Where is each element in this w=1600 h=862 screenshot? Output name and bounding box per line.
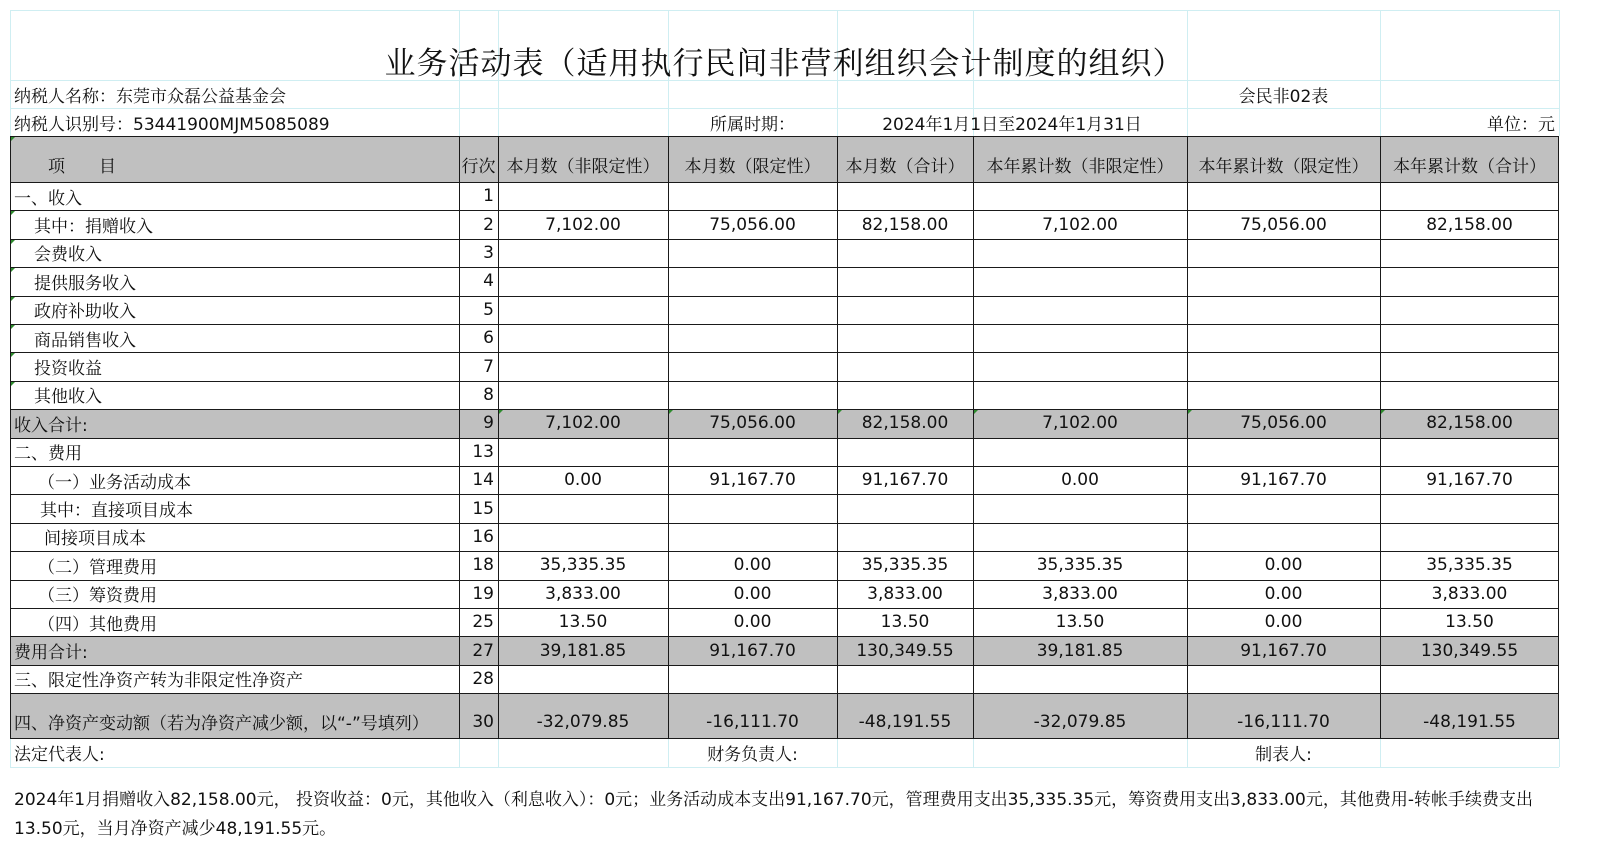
row-value <box>1187 352 1380 380</box>
row-line-number: 19 <box>472 583 494 604</box>
gridline <box>498 738 499 767</box>
table-border <box>10 608 1559 609</box>
row-value: 0.00 <box>733 612 772 633</box>
period-value: 2024年1月1日至2024年1月31日 <box>882 114 1142 135</box>
row-value: 13.50 <box>880 612 930 633</box>
row-value: -16,111.70 <box>1237 711 1330 732</box>
column-header: 项 目 <box>48 156 116 177</box>
row-value <box>1380 523 1559 551</box>
row-item-label: （二）管理费用 <box>38 557 157 578</box>
row-value <box>668 665 837 693</box>
row-value <box>837 182 973 210</box>
preparer-label: 制表人: <box>1255 745 1312 766</box>
row-value: 7,102.00 <box>545 214 621 235</box>
row-value <box>837 239 973 267</box>
row-item-label: 收入合计: <box>14 415 88 436</box>
row-value: 0.00 <box>1264 555 1303 576</box>
row-value: 39,181.85 <box>539 640 627 661</box>
gridline <box>1559 10 1560 136</box>
row-value: -48,191.55 <box>858 711 952 732</box>
row-value: 0.00 <box>564 470 602 491</box>
row-value <box>1380 665 1559 693</box>
row-value <box>668 182 837 210</box>
row-value: 13.50 <box>1055 612 1105 633</box>
row-value: 91,167.70 <box>1426 470 1513 491</box>
gridline <box>10 10 1559 11</box>
row-line-number: 15 <box>472 498 494 519</box>
row-value: 35,335.35 <box>1036 555 1124 576</box>
row-value: 0.00 <box>1264 583 1303 604</box>
row-item-label: 一、收入 <box>14 188 82 209</box>
table-border <box>10 409 1559 410</box>
row-value <box>973 523 1187 551</box>
gridline <box>459 738 460 767</box>
row-value: 130,349.55 <box>856 640 954 661</box>
table-border <box>10 523 1559 524</box>
table-border <box>1187 136 1188 738</box>
finance-head-label: 财务负责人: <box>707 745 798 766</box>
gridline <box>973 738 974 767</box>
row-item-label: 政府补助收入 <box>34 302 136 323</box>
table-border <box>498 136 499 738</box>
row-item-label: 其中：直接项目成本 <box>40 501 193 522</box>
row-value <box>498 494 668 522</box>
report-title: 业务活动表（适用执行民间非营利组织会计制度的组织） <box>384 45 1185 82</box>
column-header: 行次 <box>461 156 496 177</box>
row-line-number: 7 <box>483 356 494 377</box>
row-item-label: （一）业务活动成本 <box>38 472 191 493</box>
row-value <box>498 324 668 352</box>
row-value: 91,167.70 <box>1240 640 1327 661</box>
row-value <box>837 381 973 409</box>
gridline <box>837 738 838 767</box>
table-border <box>10 136 1559 137</box>
row-value <box>1187 267 1380 295</box>
row-value: -32,079.85 <box>536 711 630 732</box>
taxpayer-name: 纳税人名称：东莞市众磊公益基金会 <box>14 86 286 107</box>
gridline <box>1380 738 1381 767</box>
row-value: 0.00 <box>733 583 772 604</box>
table-border <box>10 494 1559 495</box>
table-border <box>10 381 1559 382</box>
row-value: 7,102.00 <box>545 413 621 434</box>
row-value <box>668 523 837 551</box>
row-value <box>1187 296 1380 324</box>
row-value <box>1187 239 1380 267</box>
row-value: 82,158.00 <box>861 413 949 434</box>
row-item-label: 会费收入 <box>34 245 102 266</box>
table-border <box>459 136 460 738</box>
table-border <box>668 136 669 738</box>
row-value <box>1187 324 1380 352</box>
row-value <box>498 352 668 380</box>
row-line-number: 13 <box>472 441 494 462</box>
row-line-number: 28 <box>472 668 494 689</box>
row-value <box>973 494 1187 522</box>
row-value: 91,167.70 <box>861 470 949 491</box>
row-value <box>837 324 973 352</box>
row-value <box>973 267 1187 295</box>
row-value <box>668 438 837 466</box>
row-value: 0.00 <box>1264 612 1303 633</box>
row-line-number: 8 <box>483 384 494 405</box>
row-value <box>837 267 973 295</box>
row-item-label: 投资收益 <box>34 359 102 380</box>
row-value <box>668 239 837 267</box>
table-border <box>10 636 1559 637</box>
row-item-label: 提供服务收入 <box>34 273 136 294</box>
row-value <box>1380 267 1559 295</box>
taxpayer-id: 纳税人识别号：53441900MJM5085089 <box>14 114 330 135</box>
row-item-label: 费用合计: <box>14 643 88 664</box>
table-border <box>837 136 838 738</box>
row-value <box>498 381 668 409</box>
row-value <box>1187 523 1380 551</box>
table-border <box>10 267 1559 268</box>
row-value: 130,349.55 <box>1420 640 1519 661</box>
row-value <box>668 296 837 324</box>
table-border <box>10 136 11 738</box>
row-line-number: 6 <box>483 328 494 349</box>
table-border <box>10 239 1559 240</box>
gridline <box>1559 738 1560 767</box>
table-border <box>10 182 1559 183</box>
row-line-number: 9 <box>483 413 494 434</box>
row-value: 91,167.70 <box>709 640 796 661</box>
row-value: 7,102.00 <box>1042 214 1118 235</box>
table-border <box>10 693 1559 694</box>
row-value <box>498 239 668 267</box>
row-value <box>1187 665 1380 693</box>
legal-representative-label: 法定代表人: <box>14 745 105 766</box>
row-value <box>973 324 1187 352</box>
row-value: 82,158.00 <box>1426 214 1513 235</box>
column-header: 本月数（非限定性） <box>506 156 660 177</box>
row-value <box>1187 381 1380 409</box>
row-value: 82,158.00 <box>861 214 949 235</box>
row-value <box>973 239 1187 267</box>
table-border <box>973 136 974 738</box>
row-value: 7,102.00 <box>1042 413 1118 434</box>
table-border <box>10 210 1559 211</box>
row-value: -32,079.85 <box>1033 711 1127 732</box>
row-value <box>1380 239 1559 267</box>
row-value: 75,056.00 <box>709 214 796 235</box>
row-item-label: 二、费用 <box>14 444 82 465</box>
row-value: 35,335.35 <box>861 555 949 576</box>
row-value <box>973 665 1187 693</box>
summary-note: 2024年1月捐赠收入82,158.00元， 投资收益：0元，其他收入（利息收入）：0元；业务活动成本支出91,167.70元，管理费用支出35,335.35元，筹资费用支出3,833.00元，其他费用-转帐手续费支出13.50元，当月净资产减少48,191.55元。 <box>14 790 1534 839</box>
row-value <box>1380 438 1559 466</box>
form-code: 会民非02表 <box>1238 86 1329 107</box>
row-value <box>498 438 668 466</box>
row-value <box>973 352 1187 380</box>
row-value <box>837 296 973 324</box>
row-line-number: 25 <box>472 612 494 633</box>
row-line-number: 5 <box>483 299 494 320</box>
row-value: 0.00 <box>1061 470 1099 491</box>
row-value <box>1380 296 1559 324</box>
row-value: 3,833.00 <box>1431 583 1508 604</box>
row-value: 75,056.00 <box>709 413 796 434</box>
row-item-label: 三、限定性净资产转为非限定性净资产 <box>14 671 303 692</box>
row-value <box>1380 324 1559 352</box>
unit-label: 单位：元 <box>1487 114 1555 135</box>
row-value: 75,056.00 <box>1240 413 1327 434</box>
table-border <box>1380 136 1381 738</box>
row-value <box>837 438 973 466</box>
row-value <box>668 494 837 522</box>
table-border <box>10 438 1559 439</box>
row-line-number: 3 <box>483 242 494 263</box>
row-line-number: 14 <box>472 470 494 491</box>
row-value: 3,833.00 <box>1042 583 1118 604</box>
row-value <box>668 324 837 352</box>
row-line-number: 2 <box>483 214 494 235</box>
row-value <box>973 296 1187 324</box>
table-border <box>10 324 1559 325</box>
row-item-label: 其他收入 <box>34 387 102 408</box>
row-value <box>498 182 668 210</box>
row-value: 35,335.35 <box>539 555 627 576</box>
row-value <box>1187 182 1380 210</box>
row-line-number: 30 <box>472 711 494 732</box>
row-value: 3,833.00 <box>867 583 943 604</box>
table-border <box>1558 136 1559 738</box>
column-header: 本年累计数（限定性） <box>1198 156 1369 177</box>
row-value: 91,167.70 <box>709 470 796 491</box>
row-value: 39,181.85 <box>1036 640 1124 661</box>
row-value: 91,167.70 <box>1240 470 1327 491</box>
row-value <box>1380 381 1559 409</box>
row-value <box>498 665 668 693</box>
row-value <box>837 665 973 693</box>
row-value <box>973 182 1187 210</box>
row-item-label: （四）其他费用 <box>38 614 157 635</box>
row-item-label: 间接项目成本 <box>44 529 146 550</box>
row-value: 13.50 <box>1445 612 1494 633</box>
row-value <box>1187 494 1380 522</box>
row-value <box>498 267 668 295</box>
column-header: 本年累计数（合计） <box>1393 156 1546 177</box>
row-value <box>1187 438 1380 466</box>
column-header: 本月数（合计） <box>845 156 965 177</box>
row-line-number: 27 <box>472 640 494 661</box>
row-value <box>1380 352 1559 380</box>
row-value <box>973 381 1187 409</box>
row-value: 13.50 <box>558 612 608 633</box>
table-border <box>10 296 1559 297</box>
row-value: 82,158.00 <box>1426 413 1513 434</box>
spreadsheet <box>10 10 1559 768</box>
row-value <box>837 523 973 551</box>
row-value: 3,833.00 <box>545 583 621 604</box>
row-value <box>837 352 973 380</box>
row-item-label: 其中：捐赠收入 <box>34 217 153 238</box>
column-header: 本年累计数（非限定性） <box>986 156 1174 177</box>
row-value <box>668 352 837 380</box>
row-item-label: 商品销售收入 <box>34 330 136 351</box>
table-border <box>10 466 1559 467</box>
row-value <box>668 381 837 409</box>
row-value <box>1380 494 1559 522</box>
row-value <box>498 523 668 551</box>
row-line-number: 18 <box>472 555 494 576</box>
gridline <box>10 767 1559 768</box>
row-line-number: 16 <box>472 526 494 547</box>
row-item-label: 四、净资产变动额（若为净资产减少额，以“-”号填列） <box>14 714 429 735</box>
row-value <box>498 296 668 324</box>
row-value: -16,111.70 <box>706 711 799 732</box>
row-value: 75,056.00 <box>1240 214 1327 235</box>
row-value <box>973 438 1187 466</box>
period-label: 所属时期： <box>710 114 795 135</box>
row-value <box>1380 182 1559 210</box>
row-value: 0.00 <box>733 555 772 576</box>
row-value: -48,191.55 <box>1423 711 1516 732</box>
row-line-number: 4 <box>483 271 494 292</box>
row-item-label: （三）筹资费用 <box>38 586 157 607</box>
table-border <box>10 580 1559 581</box>
row-value <box>668 267 837 295</box>
row-value <box>837 494 973 522</box>
table-border <box>10 551 1559 552</box>
row-line-number: 1 <box>483 186 494 207</box>
table-border <box>10 352 1559 353</box>
row-value: 35,335.35 <box>1426 555 1513 576</box>
column-header: 本月数（限定性） <box>684 156 821 177</box>
table-border <box>10 665 1559 666</box>
